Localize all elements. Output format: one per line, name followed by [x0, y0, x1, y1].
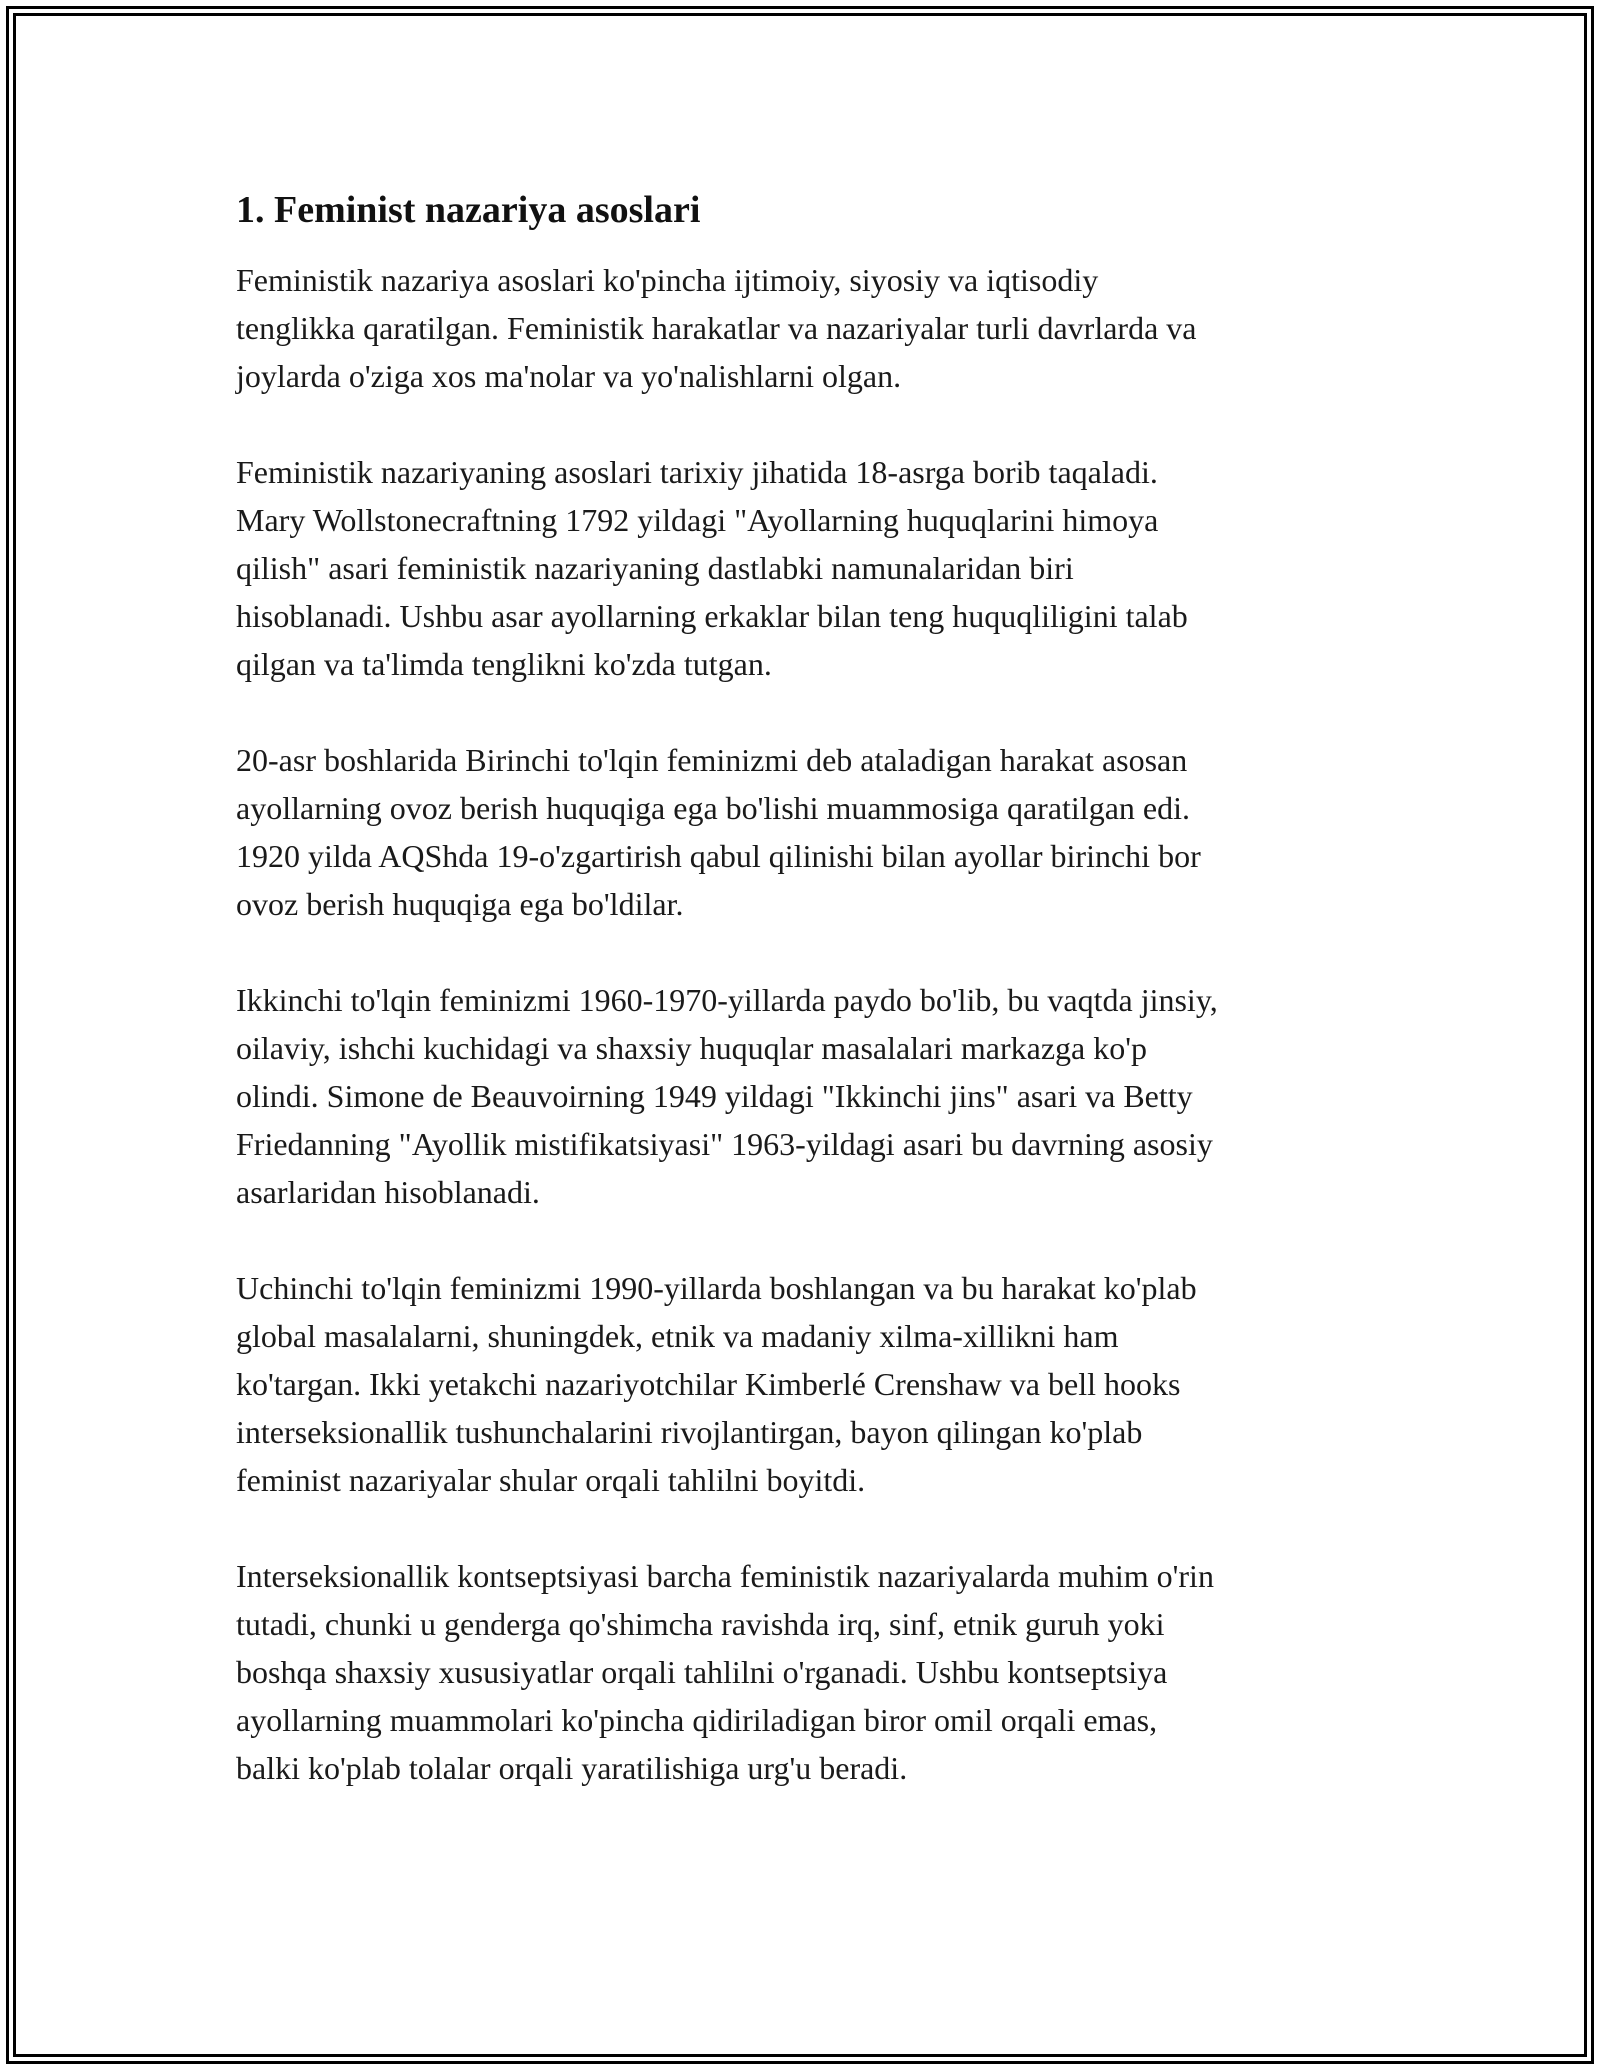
text-line: boshqa shaxsiy xususiyatlar orqali tahlilni o'rganadi. Ushbu kontseptsiya — [236, 1654, 1168, 1690]
document-body — [236, 186, 1376, 1840]
text-line: Interseksionallik kontseptsiyasi barcha feministik nazariyalarda muhim o'rin — [236, 1558, 1214, 1594]
text-line: global masalalarni, shuningdek, etnik va madaniy xilma-xillikni ham — [236, 1318, 1119, 1354]
text-line: 20-asr boshlarida Birinchi to'lqin feminizmi deb ataladigan harakat asosan — [236, 742, 1188, 778]
text-line: Friedanning "Ayollik mistifikatsiyasi" 1963-yildagi asari bu davrning asosiy — [236, 1126, 1213, 1162]
text-line: ko'targan. Ikki yetakchi nazariyotchilar Kimberlé Crenshaw va bell hooks — [236, 1366, 1181, 1402]
text-line: olindi. Simone de Beauvoirning 1949 yildagi "Ikkinchi jins" asari va Betty — [236, 1078, 1193, 1114]
text-line: interseksionallik tushunchalarini rivojlantirgan, bayon qilingan ko'plab — [236, 1414, 1143, 1450]
text-line: tutadi, chunki u genderga qo'shimcha ravishda irq, sinf, etnik guruh yoki — [236, 1606, 1165, 1642]
text-line: hisoblanadi. Ushbu asar ayollarning erkaklar bilan teng huquqliligini talab — [236, 598, 1188, 634]
text-line: tenglikka qaratilgan. Feministik harakatlar va nazariyalar turli davrlarda va — [236, 310, 1197, 346]
paragraph-intro — [236, 256, 1376, 400]
text-line: Feministik nazariya asoslari ko'pincha ijtimoiy, siyosiy va iqtisodiy — [236, 262, 1099, 298]
text-line: ayollarning muammolari ko'pincha qidiriladigan biror omil orqali emas, — [236, 1702, 1158, 1738]
text-line: oilaviy, ishchi kuchidagi va shaxsiy huquqlar masalalari markazga ko'p — [236, 1030, 1147, 1066]
text-line: balki ko'plab tolalar orqali yaratilishiga urg'u beradi. — [236, 1750, 908, 1786]
text-line: qilgan va ta'limda tenglikni ko'zda tutgan. — [236, 646, 772, 682]
text-line: asarlaridan hisoblanadi. — [236, 1174, 540, 1210]
text-line: ayollarning ovoz berish huquqiga ega bo'lishi muammosiga qaratilgan edi. — [236, 790, 1190, 826]
paragraph-intersectionality — [236, 1552, 1376, 1792]
text-line: feminist nazariyalar shular orqali tahlilni boyitdi. — [236, 1462, 866, 1498]
paragraph-third-wave — [236, 1264, 1376, 1504]
text-line: qilish" asari feministik nazariyaning dastlabki namunalaridan biri — [236, 550, 1074, 586]
text-line: Mary Wollstonecraftning 1792 yildagi "Ayollarning huquqlarini himoya — [236, 502, 1159, 538]
document-title: 1. Feminist nazariya asoslari — [236, 189, 701, 231]
text-line: ovoz berish huquqiga ega bo'ldilar. — [236, 886, 684, 922]
text-line: Ikkinchi to'lqin feminizmi 1960-1970-yillarda paydo bo'lib, bu vaqtda jinsiy, — [236, 982, 1218, 1018]
paragraph-history — [236, 448, 1376, 688]
text-line: Feministik nazariyaning asoslari tarixiy jihatida 18-asrga borib taqaladi. — [236, 454, 1158, 490]
text-line: Uchinchi to'lqin feminizmi 1990-yillarda boshlangan va bu harakat ko'plab — [236, 1270, 1197, 1306]
text-line: joylarda o'ziga xos ma'nolar va yo'nalishlarni olgan. — [236, 358, 902, 394]
paragraph-second-wave — [236, 976, 1376, 1216]
paragraph-first-wave — [236, 736, 1376, 928]
text-line: 1920 yilda AQShda 19-o'zgartirish qabul qilinishi bilan ayollar birinchi bor — [236, 838, 1201, 874]
